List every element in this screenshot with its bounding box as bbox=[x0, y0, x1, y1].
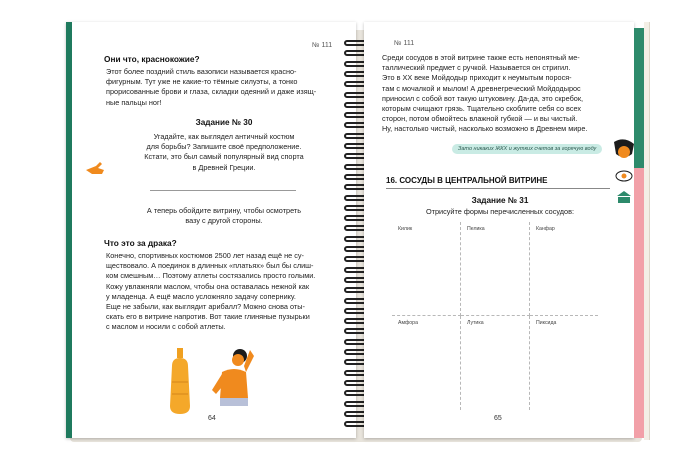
aryballos-vase-icon bbox=[168, 346, 192, 416]
grid-cell[interactable] bbox=[392, 222, 461, 316]
museum-icon bbox=[616, 190, 632, 204]
page-edge bbox=[644, 22, 650, 440]
speech-bubble: Зато никаких ЖКХ и жутких счетов за горячую воду bbox=[452, 144, 602, 154]
grid-cell[interactable] bbox=[392, 316, 461, 410]
athlete-illustration bbox=[204, 342, 260, 414]
vessel-label-pelike: Пелика bbox=[467, 226, 485, 232]
right-paragraph-1: Среди сосудов в этой витрине также есть непонятный ме- таллический предмет с ручкой. Называется он стригил. Это в XX веке Мойдодыр приходит к неумытым порося- там с мочалкой и мылом! А древнегреческий Мойдодырос приносил с собой вот такую штуковину. Да-да, это скребок, которым счищают грязь. Тщательно скоблите себя со всех сторон, потом обмойтесь влажной губкой — и вы чистый. Ну, настолько чистый, насколько возможно в Древнем мире. bbox=[382, 53, 588, 134]
vessel-label-pyxis: Пиксида bbox=[536, 320, 557, 326]
task-30-text: Угадайте, как выглядел античный костюм для борьбы? Запишите своё предположение. Кстати, это был самый популярный вид спорта в Древней Греции. bbox=[144, 132, 304, 172]
pink-tab bbox=[634, 168, 644, 438]
left-heading-1: Они что, краснокожие? bbox=[104, 54, 200, 64]
section-divider bbox=[386, 188, 610, 189]
hand-pointer-icon bbox=[84, 158, 106, 178]
left-top-number: № 111 bbox=[312, 42, 333, 49]
left-heading-2: Что это за драка? bbox=[104, 238, 177, 248]
vessel-label-lutika: Лутика bbox=[467, 320, 484, 326]
vessel-drawing-grid bbox=[392, 222, 598, 410]
right-top-number: № 111 bbox=[394, 40, 415, 47]
grid-cell[interactable] bbox=[530, 316, 598, 410]
eye-icon bbox=[614, 168, 634, 184]
answer-line bbox=[150, 190, 296, 191]
task-31-title: Задание № 31 bbox=[471, 196, 529, 205]
left-paragraph-1: Этот более поздний стиль вазописи называется красно- фигурным. Тут уже не какие-то тёмные силуэты, а тонко прорисованные брови и глаза, складки одеяний и даже изящ- ные пальцы ног! bbox=[106, 67, 317, 107]
grid-cell[interactable] bbox=[461, 222, 530, 316]
task-31-text: Отрисуйте формы перечисленных сосудов: bbox=[425, 207, 575, 216]
instruction-text: А теперь обойдите витрину, чтобы осмотреть вазу с другой стороны. bbox=[146, 206, 302, 226]
vessel-label-kantharos: Канфар bbox=[536, 226, 555, 232]
left-paragraph-2: Конечно, спортивных костюмов 2500 лет назад ещё не су- ществовало. А поединок в длинных «платьях» был бы слиш- ком смешным… Поэтому атлеты состязались просто голыми. Кожу увлажняли маслом, чтобы она оставалась нежной как у младенца. А ещё масло усложняло задачу сопернику. Еще не забыли, как выглядит арибалл? Можно снова оты- скать его в витрине напротив. Вот такие глиняные пузырьки с маслом и носили с собой атлеты. bbox=[106, 251, 316, 332]
task-30-title: Задание № 30 bbox=[195, 118, 253, 127]
grid-cell[interactable] bbox=[461, 316, 530, 410]
vessel-label-amphora: Амфора bbox=[398, 320, 418, 326]
left-page-number: 64 bbox=[208, 415, 216, 422]
vessel-label-kylix: Килик bbox=[398, 226, 413, 232]
grid-cell[interactable] bbox=[530, 222, 598, 316]
character-face-icon bbox=[610, 138, 638, 162]
section-title: 16. СОСУДЫ В ЦЕНТРАЛЬНОЙ ВИТРИНЕ bbox=[386, 176, 548, 185]
right-page-number: 65 bbox=[494, 415, 502, 422]
